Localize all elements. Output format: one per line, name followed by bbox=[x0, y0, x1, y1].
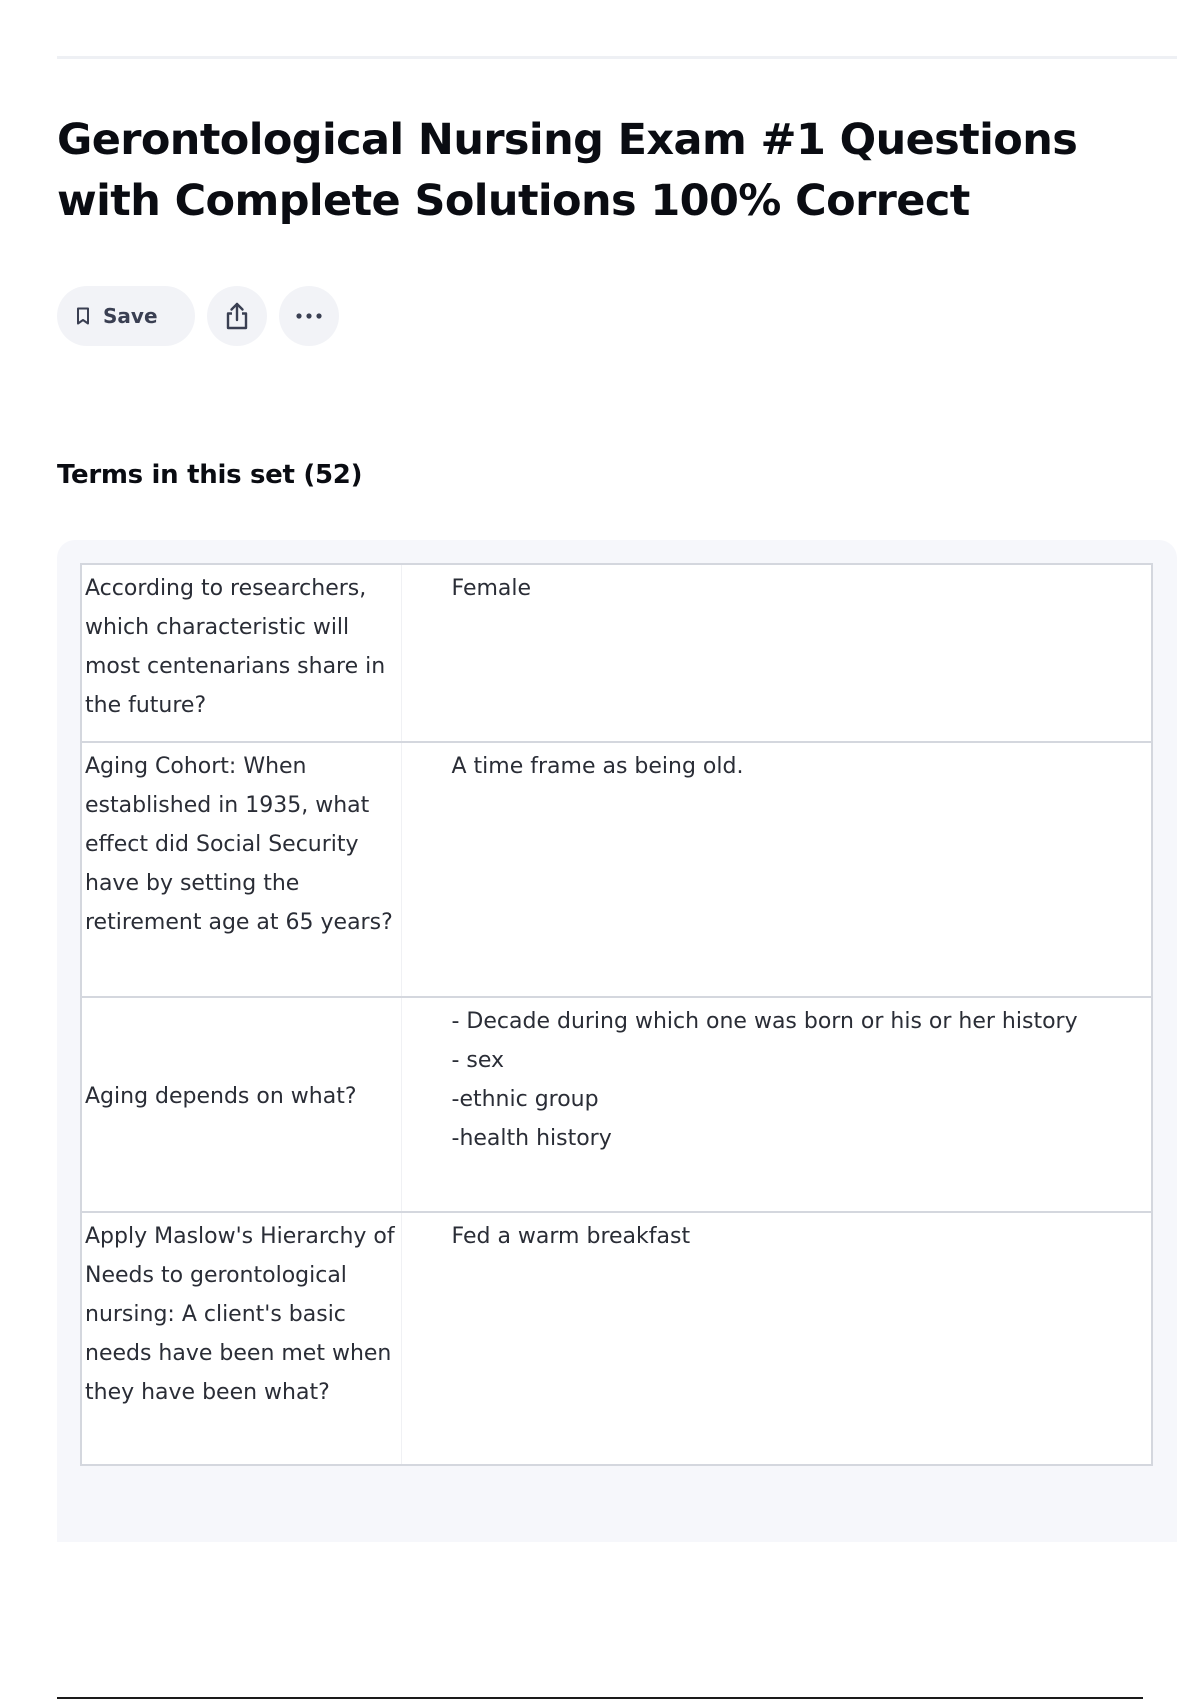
table-row bbox=[81, 742, 1152, 997]
definition-line: -health history bbox=[451, 1126, 612, 1151]
terms-table bbox=[80, 563, 1153, 1466]
table-row bbox=[81, 1212, 1152, 1465]
bookmark-icon bbox=[75, 306, 91, 326]
definition-list bbox=[401, 997, 1152, 1212]
definition-text: A time frame as being old. bbox=[451, 754, 744, 779]
term-text: Apply Maslow's Hierarchy of Needs to gerontological nursing: A client's basic needs have been met when they have been what? bbox=[81, 1212, 401, 1465]
header-divider bbox=[57, 56, 1177, 59]
action-bar bbox=[57, 286, 339, 346]
definition-line: -ethnic group bbox=[451, 1087, 599, 1112]
share-icon bbox=[224, 301, 250, 331]
definition-line: - Decade during which one was born or his or her history bbox=[451, 1009, 1078, 1034]
definition-text: Fed a warm breakfast bbox=[451, 1224, 691, 1249]
term-text: According to researchers, which characteristic will most centenarians share in the future? bbox=[81, 564, 401, 742]
terms-heading: Terms in this set (52) bbox=[57, 460, 363, 490]
save-button[interactable] bbox=[57, 286, 195, 346]
more-icon bbox=[295, 312, 323, 320]
table-row bbox=[81, 564, 1152, 742]
definition-text: Female bbox=[451, 576, 532, 601]
definition-line: - sex bbox=[451, 1048, 505, 1073]
save-button-label: Save bbox=[103, 304, 158, 328]
term-text: Aging depends on what? bbox=[81, 997, 401, 1212]
page-title: Gerontological Nursing Exam #1 Questions with Complete Solutions 100% Correct bbox=[57, 115, 1078, 226]
footer-divider bbox=[57, 1697, 1143, 1699]
term-text: Aging Cohort: When established in 1935, what effect did Social Security have by setting the retirement age at 65 years? bbox=[81, 742, 401, 997]
share-button[interactable] bbox=[207, 286, 267, 346]
more-options-button[interactable] bbox=[279, 286, 339, 346]
table-row bbox=[81, 997, 1152, 1212]
